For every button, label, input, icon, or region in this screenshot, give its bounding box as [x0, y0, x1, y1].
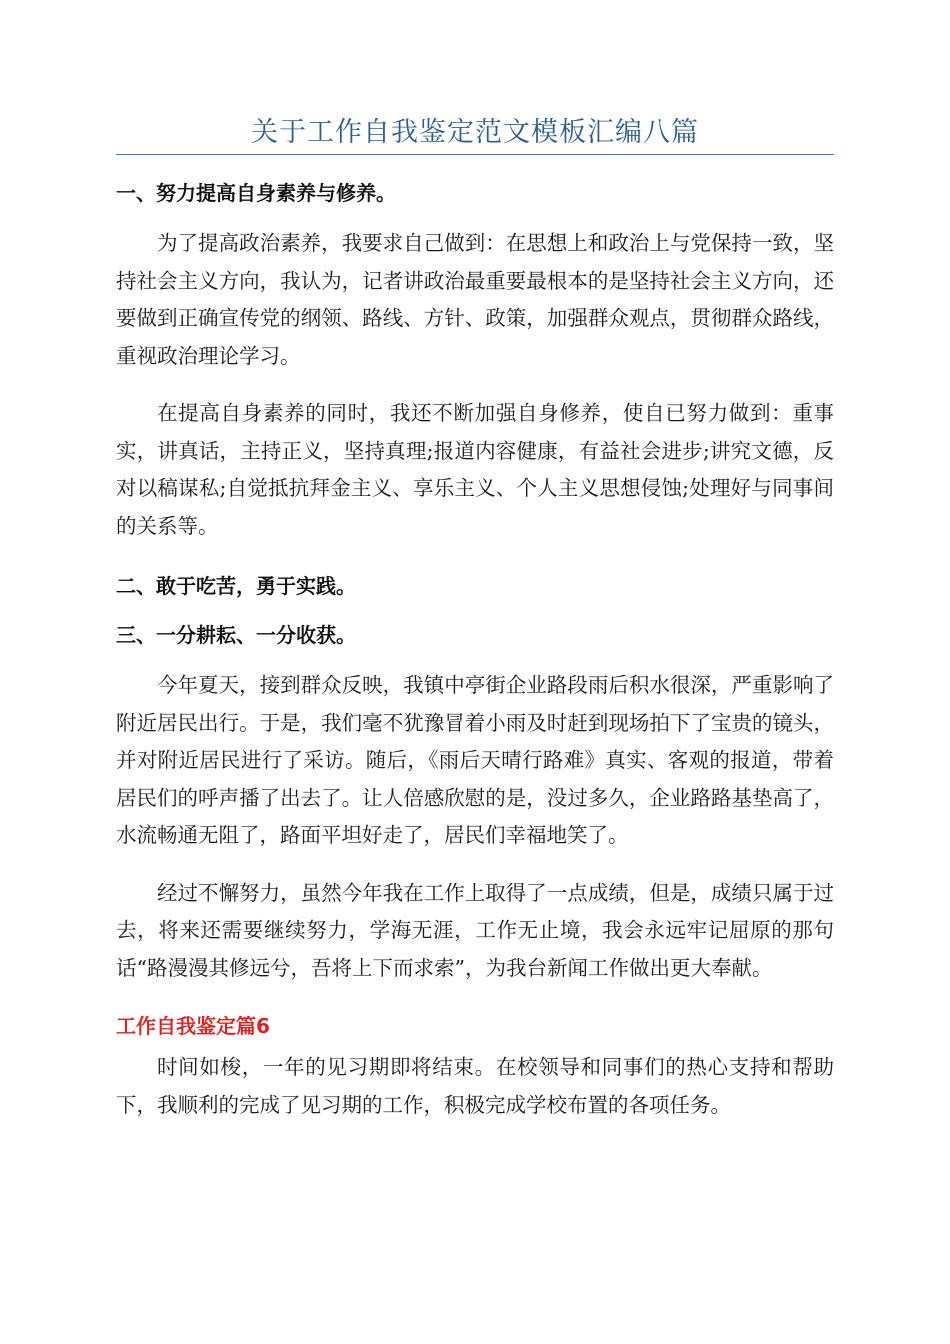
paragraph-conclusion: 经过不懈努力，虽然今年我在工作上取得了一点成绩，但是，成绩只属于过去，将来还需要继续努力，学海无涯，工作无止境，我会永远牢记屈原的那句话“路漫漫其修远兮，吾将上下而求索”，为我台新闻工作做出更大奉献。 — [116, 880, 834, 980]
heading-one: 一、努力提高自身素养与修养。 — [116, 181, 396, 205]
document-body — [116, 172, 834, 1144]
paragraph-probation: 时间如梭，一年的见习期即将结束。在校领导和同事们的热心支持和帮助下，我顺利的完成了见习期的工作，积极完成学校布置的各项任务。 — [116, 1055, 834, 1117]
paragraph-self-cultivation: 在提高自身素养的同时，我还不断加强自身修养，使自已努力做到：重事实，讲真话，主持正义，坚持真理;报道内容健康，有益社会进步;讲究文德，反对以稿谋私;自觉抵抗拜金主义、享乐主义、个人主义思想侵蚀;处理好与同事间的关系等。 — [116, 401, 834, 538]
title-underline — [116, 154, 834, 155]
section-six-title: 工作自我鉴定篇6 — [116, 1014, 270, 1038]
document-title: 关于工作自我鉴定范文模板汇编八篇 — [251, 117, 699, 148]
paragraph-political-literacy: 为了提高政治素养，我要求自己做到：在思想上和政治上与党保持一致，坚持社会主义方向，我认为，记者讲政治最重要最根本的是坚持社会主义方向，还要做到正确宣传党的纲领、路线、方针、政策，加强群众观点，贯彻群众路线，重视政治理论学习。 — [116, 231, 834, 368]
heading-two: 二、敢于吃苦，勇于实践。 — [116, 574, 356, 598]
paragraph-summer-report: 今年夏天，接到群众反映，我镇中亭街企业路段雨后积水很深，严重影响了附近居民出行。于是，我们毫不犹豫冒着小雨及时赶到现场拍下了宝贵的镜头，并对附近居民进行了采访。随后，《雨后天晴行路难》真实、客观的报道，带着居民们的呼声播了出去了。让人倍感欣慰的是，没过多久，企业路路基垫高了，水流畅通无阻了，路面平坦好走了，居民们幸福地笑了。 — [116, 673, 834, 847]
heading-three: 三、一分耕耘、一分收获。 — [116, 623, 356, 647]
